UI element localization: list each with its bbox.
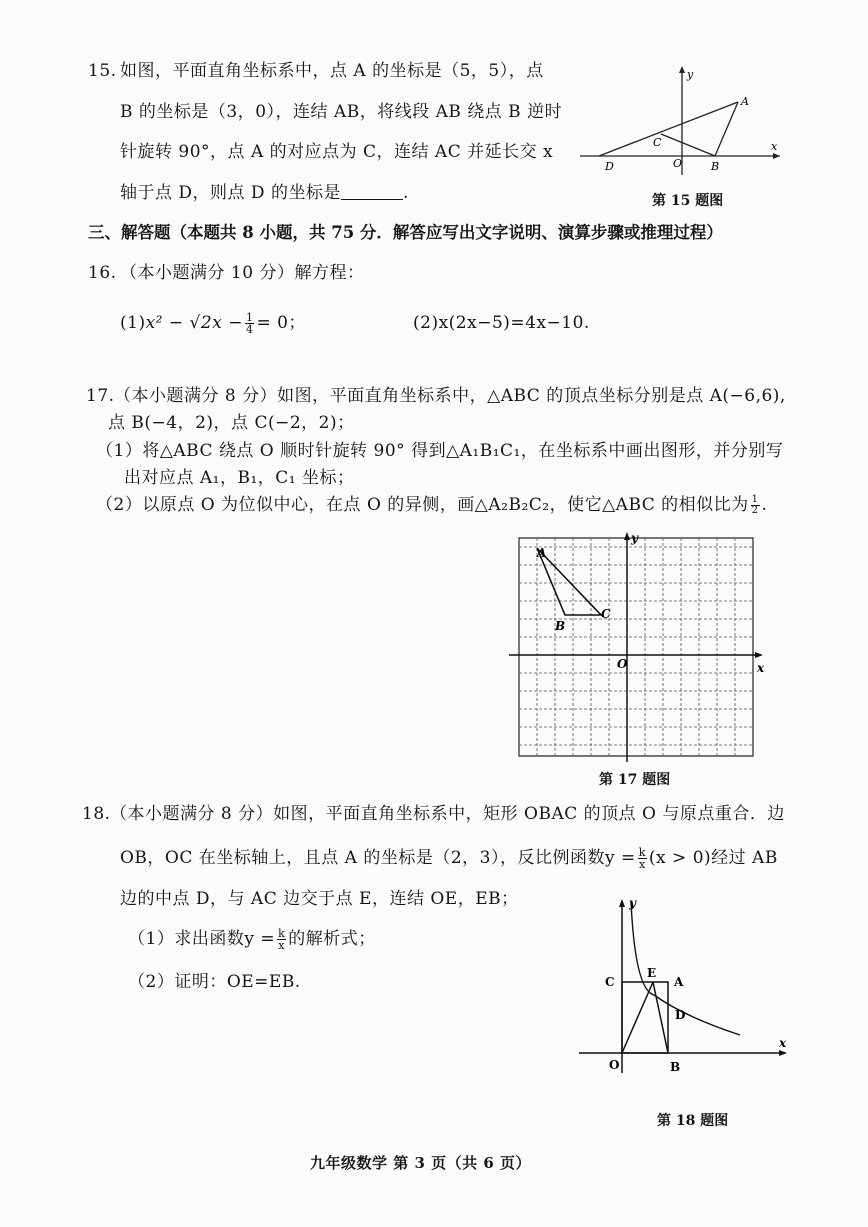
q16-fraction (245, 312, 255, 335)
q15-y-arrow (679, 66, 685, 73)
q18-fraction-num: k (638, 846, 646, 859)
q18-label-a: A (674, 975, 684, 989)
q16-part-1-prefix: (1) (120, 313, 146, 333)
q18-x-arrow (779, 1050, 787, 1056)
q16-number: 16. (88, 263, 117, 283)
q17-line-2: 点 B(−4，2)，点 C(−2，2)； (108, 413, 355, 433)
q15-label-b: B (711, 160, 720, 173)
q15-segment-bc (661, 134, 715, 156)
q17-triangle-abc (537, 548, 601, 615)
q15-label-d: D (605, 160, 614, 173)
q18-part-1-end: 的解析式； (288, 929, 376, 949)
q17-figure (505, 530, 770, 765)
q16-part-2: (2)x(2x−5)=4x−10. (413, 313, 590, 333)
q16-fraction-den: 4 (245, 323, 254, 336)
q15-x-arrow (773, 153, 780, 159)
q18-segment-oe (622, 982, 653, 1053)
q17-y-arrow (624, 532, 630, 540)
q17-caption: 第 17 题图 (599, 772, 671, 788)
q17-label-x: x (757, 661, 765, 675)
q18-number: 18. (82, 804, 111, 824)
q18-part-1 (128, 928, 376, 951)
q18-part-1-num: k (278, 927, 286, 940)
q18-fraction (638, 847, 647, 870)
q15-number: 15. (88, 61, 117, 81)
q17-label-o: O (617, 657, 628, 671)
page-footer: 九年级数学 第 3 页（共 6 页） (310, 1154, 531, 1172)
q16-part-1-expr: x² − √2x − (145, 313, 243, 333)
q17-line-3: （1）将△ABC 绕点 O 顺时针旋转 90° 得到△A₁B₁C₁，在坐标系中画出图形，并分别写 (96, 441, 784, 461)
q15-caption: 第 15 题图 (652, 193, 724, 209)
q18-part-1-den: x (278, 939, 286, 952)
q17-label-c: C (601, 607, 611, 621)
q17-grid-border (519, 538, 753, 756)
q18-label-d: D (675, 1008, 686, 1022)
q15-period: . (402, 183, 409, 203)
q17-ratio-fraction (751, 495, 760, 516)
q17-ratio-den: 2 (751, 505, 759, 516)
q18-line-3: 边的中点 D，与 AC 边交于点 E，连结 OE，EB； (120, 889, 519, 909)
q17-line-1: （本小题满分 8 分）如图，平面直角坐标系中，△ABC 的顶点坐标分别是点 A(−6,6), (114, 386, 786, 406)
q18-label-o: O (609, 1058, 620, 1072)
q18-label-e: E (647, 966, 657, 980)
q16-part-1-end: = 0； (256, 313, 306, 333)
q15-line-4-text: 轴于点 D，则点 D 的坐标是 (120, 183, 341, 203)
q18-part-1-text: （1）求出函数y = (128, 929, 276, 949)
q16-fraction-num: 1 (245, 311, 254, 324)
q17-label-y: y (631, 531, 638, 545)
q17-line-5-text: （2）以原点 O 为位似中心，在点 O 的异侧，画△A₂B₂C₂，使它△ABC 的相似比为 (96, 495, 749, 515)
q15-answer-blank (341, 185, 403, 200)
q18-line-2 (120, 847, 778, 870)
q17-label-b: B (555, 619, 566, 633)
q17-gridlines (519, 538, 753, 756)
q17-line-5 (96, 494, 767, 516)
q16-part-1 (120, 312, 306, 335)
q18-segment-eb (653, 982, 668, 1053)
q18-line-1: （本小题满分 8 分）如图，平面直角坐标系中，矩形 OBAC 的顶点 O 与原点重合．边 (110, 804, 785, 824)
q15-line-2: B 的坐标是（3，0），连结 AB，将线段 AB 绕点 B 逆时 (120, 102, 563, 122)
q18-line-2-text: OB，OC 在坐标轴上，且点 A 的坐标是（2，3），反比例函数y = (120, 848, 636, 868)
q15-segment-ad (599, 102, 738, 156)
q18-part-2: （2）证明：OE=EB. (128, 972, 301, 992)
q15-line-4 (120, 182, 409, 204)
q17-x-arrow (755, 652, 763, 658)
q17-number: 17. (86, 386, 115, 406)
q18-label-x: x (779, 1036, 787, 1050)
q18-caption: 第 18 题图 (657, 1113, 729, 1129)
section-3-heading: 三、解答题（本题共 8 小题，共 75 分．解答应写出文字说明、演算步骤或推理过程） (88, 223, 723, 242)
q18-part-1-fraction (277, 928, 286, 951)
q17-ratio-num: 1 (751, 494, 759, 505)
q16-title: （本小题满分 10 分）解方程： (120, 263, 365, 283)
q15-figure (575, 60, 790, 180)
q18-label-y: y (629, 896, 636, 910)
q15-label-y: y (687, 68, 694, 81)
q18-fraction-den: x (638, 858, 646, 871)
q15-label-c: C (653, 136, 662, 149)
q17-line-5-end: . (761, 495, 768, 515)
q18-label-c: C (605, 975, 615, 989)
q18-line-2-end: (x > 0)经过 AB (648, 848, 778, 868)
q18-y-arrow (619, 899, 625, 907)
q18-figure (575, 895, 795, 1080)
q18-label-b: B (670, 1060, 681, 1074)
q17-line-4: 出对应点 A₁，B₁，C₁ 坐标； (124, 468, 355, 488)
q15-line-1: 如图，平面直角坐标系中，点 A 的坐标是（5，5），点 (120, 61, 544, 81)
q15-line-3: 针旋转 90°，点 A 的对应点为 C，连结 AC 并延长交 x (120, 142, 554, 162)
q15-label-x: x (771, 140, 778, 153)
q17-label-a: A (537, 546, 547, 560)
q15-label-o: O (673, 157, 683, 170)
q15-label-a: A (741, 95, 749, 108)
